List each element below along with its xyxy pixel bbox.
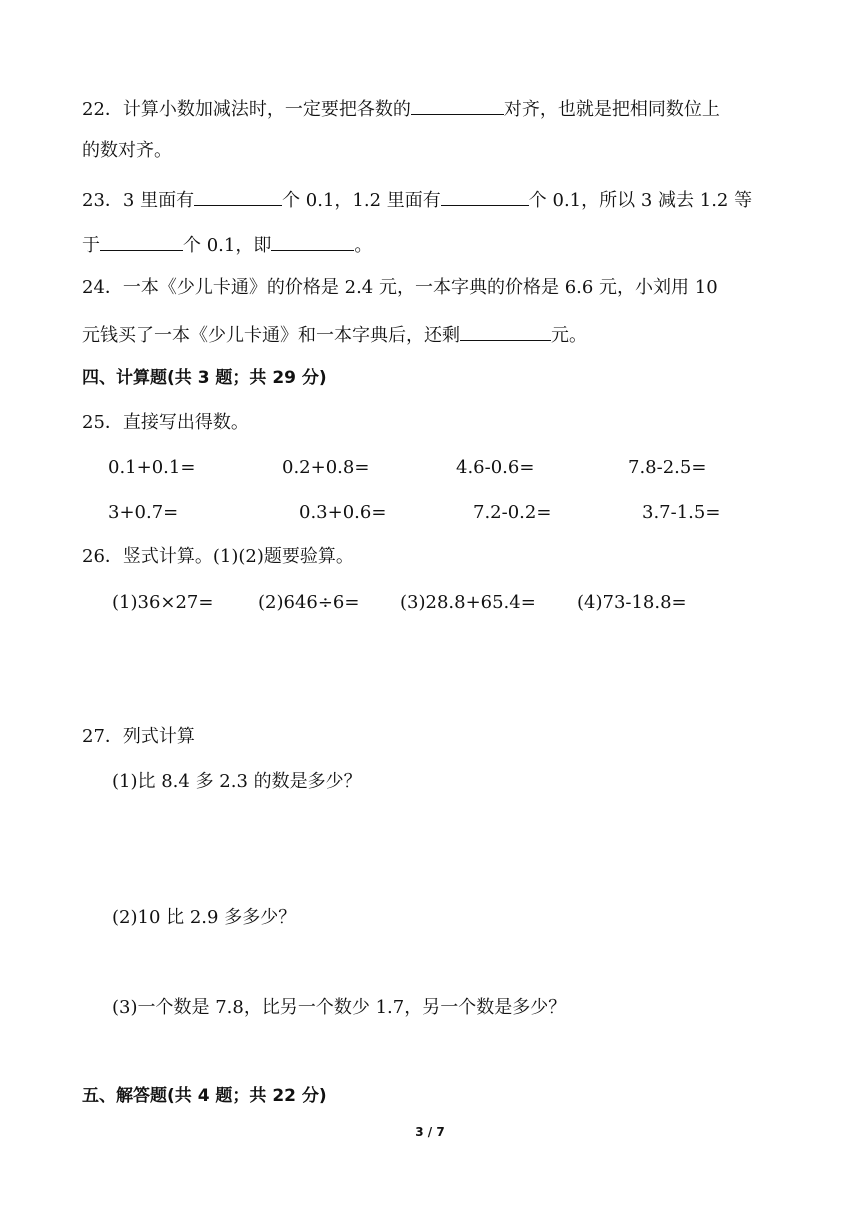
section-heading-4: 四、计算题(共 3 题；共 29 分) <box>82 368 327 388</box>
page-number: 3 / 7 <box>415 1125 445 1139</box>
vertical-calc-item: (1)36×27= <box>112 592 214 613</box>
section-heading-5: 五、解答题(共 4 题；共 22 分) <box>82 1086 327 1106</box>
vertical-calc-item: (3)28.8+65.4= <box>400 592 536 613</box>
question-27-part3: (3)一个数是 7.8，比另一个数少 1.7，另一个数是多少？ <box>112 997 567 1018</box>
answer-blank[interactable] <box>411 96 504 115</box>
q23-text-c: 个 0.1，所以 3 减去 1.2 等 <box>528 190 753 211</box>
question-22-line1 <box>82 96 720 121</box>
question-27-title: 27．列式计算 <box>82 726 195 747</box>
question-24-line2 <box>82 322 587 347</box>
q23-text-d: 于 <box>82 235 100 256</box>
q24-text-a: 元钱买了一本《少儿卡通》和一本字典后，还剩 <box>82 325 460 346</box>
q22-text-a: 22．计算小数加减法时，一定要把各数的 <box>82 99 411 120</box>
q22-text-b: 对齐，也就是把相同数位上 <box>503 99 720 120</box>
oral-calc-item: 7.8-2.5= <box>628 457 707 478</box>
answer-blank[interactable] <box>441 187 529 206</box>
oral-calc-item: 0.2+0.8= <box>282 457 370 478</box>
oral-calc-item: 7.2-0.2= <box>473 502 552 523</box>
question-22-line2: 的数对齐。 <box>82 140 172 161</box>
oral-calc-item: 0.3+0.6= <box>299 502 387 523</box>
question-25-title: 25．直接写出得数。 <box>82 412 249 433</box>
answer-blank[interactable] <box>100 232 183 251</box>
oral-calc-item: 4.6-0.6= <box>456 457 535 478</box>
answer-blank[interactable] <box>271 232 354 251</box>
question-23-line2 <box>82 232 372 257</box>
question-23-line1 <box>82 187 752 212</box>
vertical-calc-item: (2)646÷6= <box>258 592 360 613</box>
answer-blank[interactable] <box>194 187 282 206</box>
question-27-part1: (1)比 8.4 多 2.3 的数是多少？ <box>112 771 362 792</box>
oral-calc-item: 3.7-1.5= <box>642 502 721 523</box>
q23-text-a: 23．3 里面有 <box>82 190 195 211</box>
oral-calc-item: 3+0.7= <box>108 502 179 523</box>
q24-text-b: 元。 <box>551 325 587 346</box>
question-27-part2: (2)10 比 2.9 多多少？ <box>112 907 297 928</box>
question-26-title: 26．竖式计算。(1)(2)题要验算。 <box>82 546 354 567</box>
q23-text-b: 个 0.1，1.2 里面有 <box>282 190 441 211</box>
oral-calc-item: 0.1+0.1= <box>108 457 196 478</box>
q23-text-e: 个 0.1，即 <box>183 235 272 256</box>
vertical-calc-item: (4)73-18.8= <box>577 592 687 613</box>
q23-text-f: 。 <box>354 235 373 256</box>
answer-blank[interactable] <box>460 322 551 341</box>
question-24-line1: 24．一本《少儿卡通》的价格是 2.4 元，一本字典的价格是 6.6 元，小刘用 10 <box>82 277 718 298</box>
